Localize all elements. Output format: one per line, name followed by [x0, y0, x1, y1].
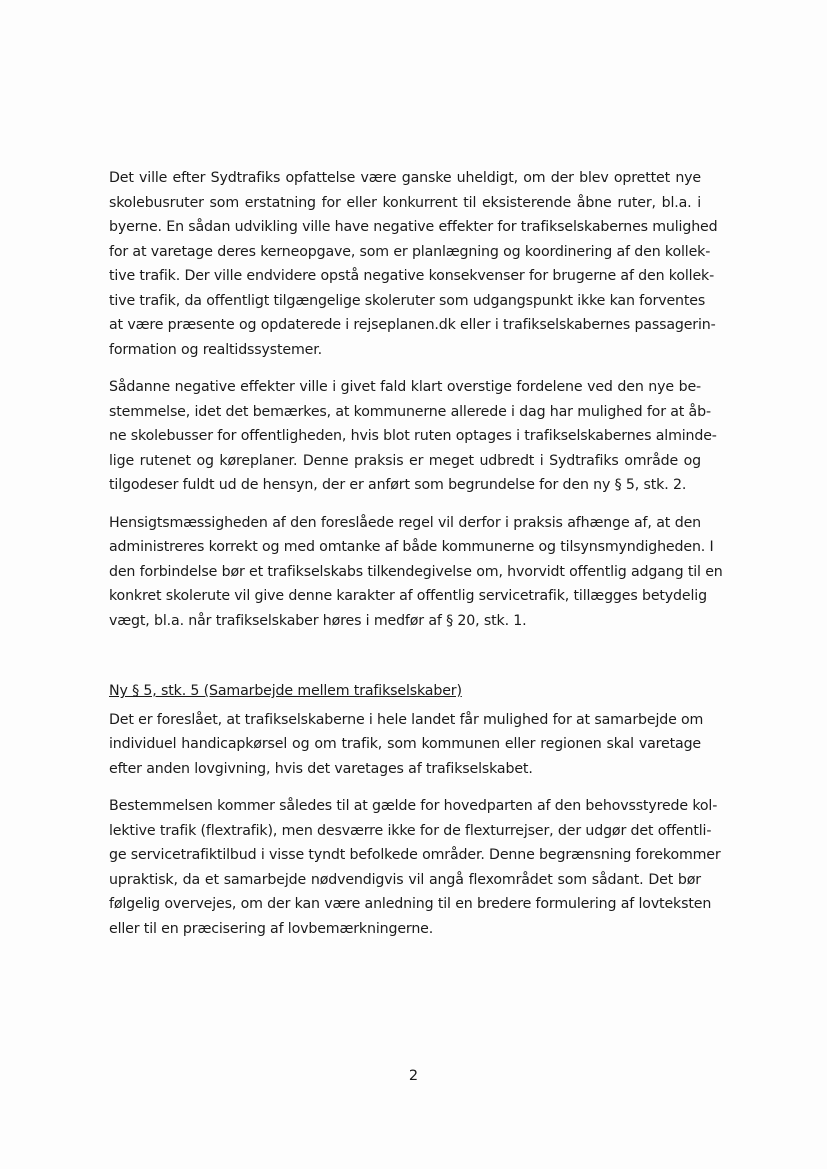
text-line: tive trafik, da offentligt tilgængelige skoleruter som udgangspunkt ikke kan forventes — [109, 292, 706, 309]
text-line: ne skolebusser for offentligheden, hvis blot ruten optages i trafikselskabernes alminde- — [109, 428, 717, 444]
text-line: byerne. En sådan udvikling ville have negative effekter for trafikselskabernes mulighed — [109, 219, 718, 235]
text-line: følgelig overvejes, om der kan være anledning til en bredere formulering af lovteksten — [109, 896, 712, 912]
text-line: Det er foreslået, at trafikselskaberne i hele landet får mulighed for at samarbejde om — [109, 711, 704, 728]
text-line: eller til en præcisering af lovbemærkningerne. — [109, 920, 434, 937]
text-line: administreres korrekt og med omtanke af både kommunerne og tilsynsmyndigheden. I — [109, 539, 714, 555]
page-number: 2 — [408, 1068, 419, 1084]
text-line: lige rutenet og køreplaner. Denne praksis er meget udbredt i Sydtrafiks område og — [109, 452, 701, 469]
text-line: Sådanne negative effekter ville i givet fald klart overstige fordelene ved den nye be- — [109, 379, 701, 395]
section-heading: Ny § 5, stk. 5 (Samarbejde mellem trafikselskaber) — [109, 683, 462, 699]
text-line: tilgodeser fuldt ud de hensyn, der er anført som begrundelse for den ny § 5, stk. 2. — [109, 477, 687, 493]
text-line: for at varetage deres kerneopgave, som er planlægning og koordinering af den kollek- — [109, 243, 711, 260]
text-line: Det ville efter Sydtrafiks opfattelse være ganske uheldigt, om der blev oprettet nye — [109, 170, 701, 186]
text-line: individuel handicapkørsel og om trafik, som kommunen eller regionen skal varetage — [109, 736, 701, 752]
paragraph-3 — [109, 511, 723, 634]
paragraph-5 — [109, 794, 721, 941]
paragraph-4 — [109, 708, 704, 782]
text-line: skolebusruter som erstatning for eller konkurrent til eksisterende åbne ruter, bl.a. i — [109, 194, 701, 211]
text-line: Bestemmelsen kommer således til at gælde for hovedparten af den behovsstyrede kol- — [109, 798, 718, 814]
text-line: efter anden lovgivning, hvis det varetages af trafikselskabet. — [109, 760, 533, 777]
text-line: vægt, bl.a. når trafikselskaber høres i medfør af § 20, stk. 1. — [109, 612, 527, 629]
paragraph-2 — [109, 375, 717, 498]
text-line: formation og realtidssystemer. — [109, 341, 323, 358]
text-line: Hensigtsmæssigheden af den foreslåede regel vil derfor i praksis afhænge af, at den — [109, 514, 701, 531]
document-body — [109, 166, 723, 941]
text-line: den forbindelse bør et trafikselskabs tilkendegivelse om, hvorvidt offentlig adgang til en — [109, 563, 723, 580]
text-line: ge servicetrafiktilbud i visse tyndt befolkede områder. Denne begrænsning forekommer — [109, 847, 721, 863]
text-line: stemmelse, idet det bemærkes, at kommunerne allerede i dag har mulighed for at åb- — [109, 403, 711, 420]
paragraph-1 — [109, 166, 718, 362]
text-line: upraktisk, da et samarbejde nødvendigvis vil angå flexområdet som sådant. Det bør — [109, 871, 701, 888]
text-line: lektive trafik (flextrafik), men desværre ikke for de flexturrejser, der udgør det offentli- — [109, 822, 712, 839]
text-line: at være præsente og opdaterede i rejseplanen.dk eller i trafikselskabernes passagerin- — [109, 317, 716, 333]
text-line: konkret skolerute vil give denne karakter af offentlig servicetrafik, tillægges betydelig — [109, 588, 707, 604]
text-line: tive trafik. Der ville endvidere opstå negative konsekvenser for brugerne af den kollek- — [109, 268, 715, 284]
